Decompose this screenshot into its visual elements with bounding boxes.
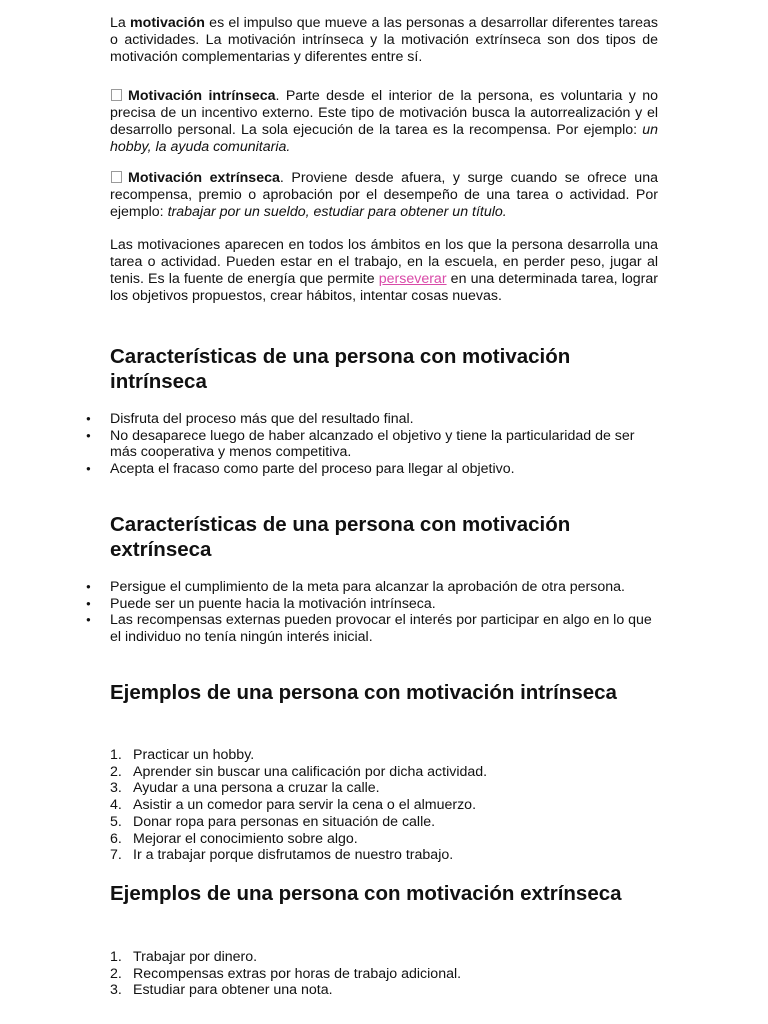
- intrinsic-definition-block: [110, 88, 658, 156]
- extrinsic-definition-block: [110, 170, 658, 221]
- list-number: 1.: [110, 747, 122, 763]
- extrinsic-examples-list: [110, 949, 658, 999]
- extrinsic-term: Motivación extrínseca: [128, 170, 280, 186]
- list-number: 2.: [110, 965, 122, 982]
- checkbox-placeholder-icon: [111, 171, 122, 183]
- list-number: 3.: [110, 982, 122, 999]
- scope-text: en una determinada tarea, lograr los objetivos propuestos, crear hábitos, intentar cosas nuevas.: [110, 271, 658, 304]
- list-item: [110, 797, 658, 814]
- section-heading-extrinsic-characteristics: Características de una persona con motivación extrínseca: [110, 513, 571, 561]
- list-number: 1.: [110, 949, 122, 965]
- intrinsic-example: un hobby, la ayuda comunitaria.: [110, 122, 658, 155]
- list-number: 5.: [110, 813, 122, 830]
- extrinsic-characteristics-list: [110, 579, 658, 646]
- intrinsic-definition-paragraph: [110, 88, 658, 156]
- list-item: ● Acepta el fracaso como parte del proceso para llegar al objetivo.: [110, 461, 658, 478]
- list-item-text: Ir a trabajar porque disfrutamos de nuestro trabajo.: [133, 847, 454, 864]
- list-item-text: Aprender sin buscar una calificación por dicha actividad.: [133, 763, 488, 780]
- list-item: [110, 949, 658, 966]
- intro-bold-term: motivación: [130, 15, 205, 31]
- extrinsic-definition-paragraph: [110, 170, 658, 221]
- motivation-scope-paragraph: [110, 237, 658, 305]
- list-number: 4.: [110, 797, 122, 814]
- list-number: 3.: [110, 780, 122, 797]
- extrinsic-text: . Proviene desde afuera, y surge cuando se ofrece una recompensa, premio o aprobación por el desempeño de una tarea o actividad. Por ejemplo:: [110, 170, 658, 220]
- intrinsic-text: . Parte desde el interior de la persona, es voluntaria y no precisa de un incentivo externo. Este tipo de motivación busca la autorrealización y el desarrollo personal. La sola ejecución de la tarea es la recompensa. Por ejemplo:: [110, 88, 658, 138]
- intro-text: La: [110, 15, 131, 31]
- checkbox-placeholder-icon: [111, 89, 122, 101]
- list-item-text: Practicar un hobby.: [133, 747, 255, 763]
- section-heading-extrinsic-examples: Ejemplos de una persona con motivación extrínseca: [110, 882, 622, 905]
- list-item: ● No desaparece luego de haber alcanzado el objetivo y tiene la particularidad de ser más cooperativa y menos competitiva.: [110, 428, 658, 461]
- intro-text: es el impulso que mueve a las personas a desarrollar diferentes tareas o actividades. La motivación intrínseca y la motivación extrínseca son dos tipos de motivación complementarias y diferentes entre sí.: [110, 15, 658, 65]
- list-item: [110, 966, 658, 983]
- intro-block: [110, 15, 658, 66]
- list-item: ● Puede ser un puente hacia la motivación intrínseca.: [110, 596, 658, 613]
- intrinsic-examples-list: [110, 747, 658, 864]
- list-item-text: Donar ropa para personas en situación de calle.: [133, 813, 436, 830]
- list-item: [110, 747, 658, 764]
- intrinsic-term: Motivación intrínseca: [128, 88, 276, 104]
- list-item-text: Recompensas extras por horas de trabajo adicional.: [133, 965, 462, 982]
- list-item-text: Estudiar para obtener una nota.: [133, 982, 333, 999]
- list-item-text: Ayudar a una persona a cruzar la calle.: [133, 780, 380, 797]
- list-item: [110, 764, 658, 781]
- list-number: 7.: [110, 847, 122, 864]
- list-number: 6.: [110, 830, 122, 847]
- list-item: ● Persigue el cumplimiento de la meta para alcanzar la aprobación de otra persona.: [110, 579, 658, 596]
- intrinsic-characteristics-list: [110, 411, 658, 478]
- intro-paragraph-definition: [110, 15, 658, 66]
- list-item-text: Asistir a un comedor para servir la cena o el almuerzo.: [133, 797, 477, 814]
- list-item-text: Trabajar por dinero.: [133, 949, 258, 965]
- extrinsic-example: trabajar por un sueldo, estudiar para obtener un título.: [167, 204, 507, 220]
- list-item: [110, 831, 658, 848]
- list-item: [110, 982, 658, 999]
- list-item: ● Las recompensas externas pueden provocar el interés por participar en algo en lo que el individuo no tenía ningún interés inicial.: [110, 612, 658, 645]
- list-item: [110, 780, 658, 797]
- perseverar-link[interactable]: perseverar: [378, 271, 447, 287]
- list-item: ● Disfruta del proceso más que del resultado final.: [110, 411, 658, 428]
- list-item: [110, 814, 658, 831]
- list-number: 2.: [110, 763, 122, 780]
- section-heading-intrinsic-examples: Ejemplos de una persona con motivación intrínseca: [110, 681, 617, 704]
- list-item: [110, 847, 658, 864]
- list-item-text: Mejorar el conocimiento sobre algo.: [133, 830, 358, 847]
- section-heading-intrinsic-characteristics: Características de una persona con motivación intrínseca: [110, 345, 571, 393]
- scope-text: Las motivaciones aparecen en todos los ámbitos en los que la persona desarrolla una tarea o actividad. Pueden estar en el trabajo, en la escuela, en perder peso, jugar al tenis. Es la fuente de energía que permite: [110, 237, 658, 287]
- motivation-scope-block: [110, 237, 658, 305]
